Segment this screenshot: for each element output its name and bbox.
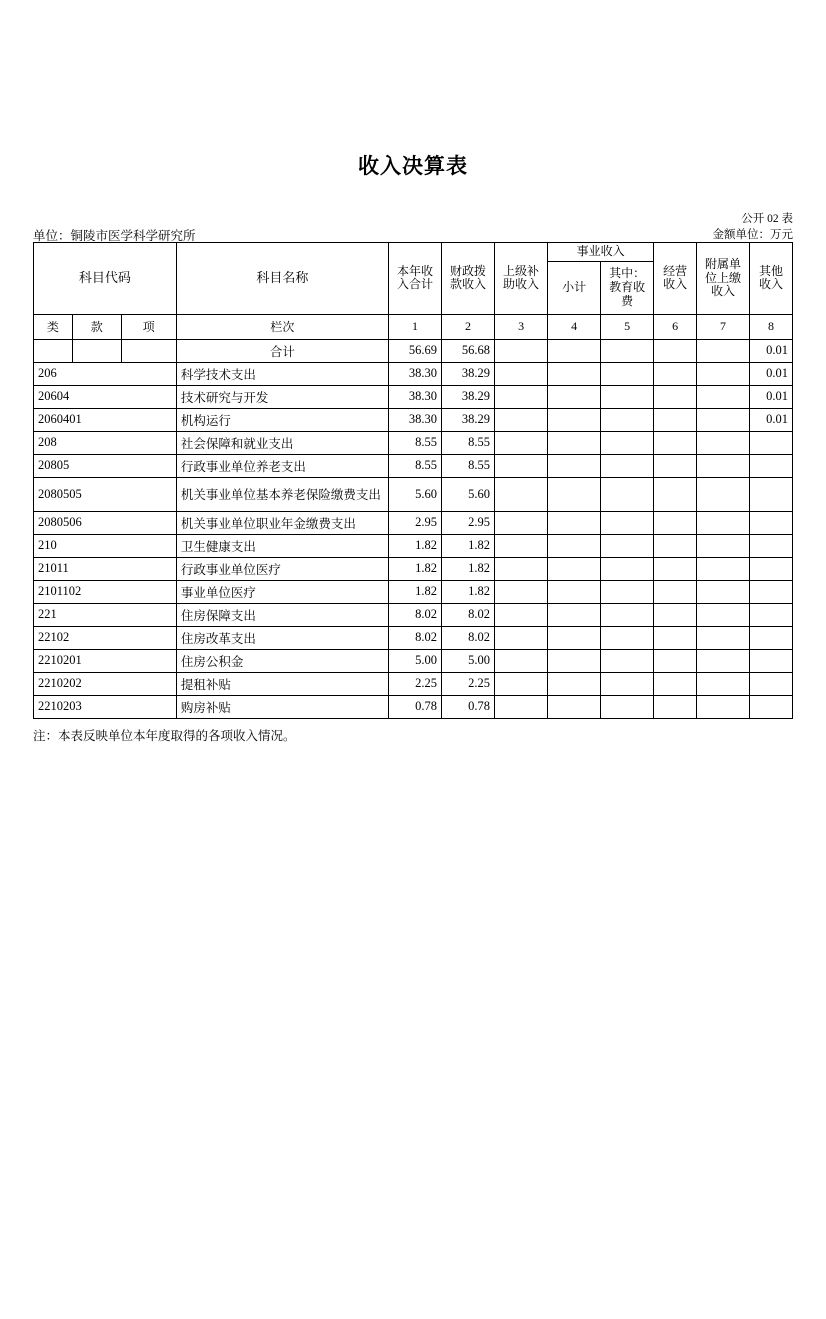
cell-col-2: 2.95 <box>442 511 495 534</box>
cell-col-5 <box>601 431 654 454</box>
cell-col-5 <box>601 511 654 534</box>
cell-col-7 <box>697 408 750 431</box>
table-header-row-3 <box>34 314 793 339</box>
cell-col-2: 2.25 <box>442 672 495 695</box>
header-business-income: 事业收入 <box>548 243 654 262</box>
cell-col-3 <box>495 431 548 454</box>
cell-col-4 <box>548 557 601 580</box>
cell-col-8 <box>750 534 793 557</box>
cell-subject-code: 2210203 <box>34 695 177 718</box>
header-fiscal-appropriation: 财政拨款收入 <box>442 243 495 315</box>
cell-col-2: 5.60 <box>442 477 495 511</box>
cell-col-3 <box>495 672 548 695</box>
cell-col-1: 56.69 <box>388 339 441 362</box>
cell-col-4 <box>548 454 601 477</box>
column-number-2: 2 <box>442 314 495 339</box>
cell-col-1: 8.02 <box>388 603 441 626</box>
cell-col-6 <box>654 511 697 534</box>
cell-subject-name: 提租补贴 <box>176 672 388 695</box>
page <box>0 150 826 1319</box>
cell-col-2: 8.02 <box>442 626 495 649</box>
income-final-accounts-table <box>33 242 793 719</box>
cell-col-7 <box>697 454 750 477</box>
cell-col-2: 38.29 <box>442 408 495 431</box>
cell-col-8: 0.01 <box>750 362 793 385</box>
cell-col-7 <box>697 339 750 362</box>
cell-col-7 <box>697 385 750 408</box>
cell-col-7 <box>697 672 750 695</box>
cell-subject-name: 卫生健康支出 <box>176 534 388 557</box>
table-row <box>34 672 793 695</box>
cell-col-4 <box>548 339 601 362</box>
cell-col-7 <box>697 557 750 580</box>
cell-col-1: 38.30 <box>388 362 441 385</box>
cell-col-3 <box>495 362 548 385</box>
header-business-subtotal: 小计 <box>548 261 601 314</box>
cell-col-4 <box>548 477 601 511</box>
cell-col-6 <box>654 672 697 695</box>
cell-col-6 <box>654 477 697 511</box>
cell-col-8 <box>750 557 793 580</box>
cell-col-5 <box>601 626 654 649</box>
cell-col-7 <box>697 477 750 511</box>
cell-col-1: 2.95 <box>388 511 441 534</box>
cell-col-4 <box>548 580 601 603</box>
cell-col-5 <box>601 603 654 626</box>
header-class: 类 <box>34 314 73 339</box>
cell-col-1: 2.25 <box>388 672 441 695</box>
cell-subject-name: 机构运行 <box>176 408 388 431</box>
cell-col-7 <box>697 603 750 626</box>
cell-col-8 <box>750 477 793 511</box>
cell-subject-code: 20604 <box>34 385 177 408</box>
cell-subject-name: 住房改革支出 <box>176 626 388 649</box>
cell-col-5 <box>601 557 654 580</box>
cell-col-4 <box>548 534 601 557</box>
cell-col-4 <box>548 695 601 718</box>
cell-col-2: 8.55 <box>442 454 495 477</box>
form-number-row <box>33 210 793 226</box>
cell-col-3 <box>495 603 548 626</box>
cell-subject-name: 合计 <box>176 339 388 362</box>
cell-col-5 <box>601 649 654 672</box>
footer-note: 注：本表反映单位本年度取得的各项收入情况。 <box>33 728 296 743</box>
unit-row <box>33 226 793 242</box>
table-row <box>34 454 793 477</box>
cell-col-1: 8.55 <box>388 454 441 477</box>
cell-col-6 <box>654 580 697 603</box>
column-number-7: 7 <box>697 314 750 339</box>
cell-subject-code: 20805 <box>34 454 177 477</box>
cell-col-6 <box>654 603 697 626</box>
cell-col-4 <box>548 362 601 385</box>
cell-col-3 <box>495 649 548 672</box>
cell-col-6 <box>654 362 697 385</box>
cell-col-1: 1.82 <box>388 580 441 603</box>
cell-col-4 <box>548 603 601 626</box>
table-row <box>34 534 793 557</box>
cell-col-8 <box>750 431 793 454</box>
table-row <box>34 385 793 408</box>
cell-col-4 <box>548 511 601 534</box>
cell-subject-code: 2210202 <box>34 672 177 695</box>
cell-col-5 <box>601 385 654 408</box>
cell-col-2: 1.82 <box>442 557 495 580</box>
column-number-1: 1 <box>388 314 441 339</box>
cell-col-3 <box>495 477 548 511</box>
cell-subject-name: 技术研究与开发 <box>176 385 388 408</box>
cell-subject-name: 住房保障支出 <box>176 603 388 626</box>
unit-label: 单位：铜陵市医学科学研究所 <box>33 229 196 243</box>
table-row <box>34 408 793 431</box>
cell-col-1: 5.60 <box>388 477 441 511</box>
cell-col-2: 38.29 <box>442 362 495 385</box>
cell-col-5 <box>601 408 654 431</box>
table-row <box>34 362 793 385</box>
cell-subject-code: 2210201 <box>34 649 177 672</box>
cell-col-5 <box>601 454 654 477</box>
cell-col-4 <box>548 626 601 649</box>
cell-col-6 <box>654 695 697 718</box>
cell-col-3 <box>495 511 548 534</box>
cell-class <box>34 339 73 362</box>
cell-col-6 <box>654 408 697 431</box>
page-title: 收入决算表 <box>358 155 468 178</box>
cell-col-2: 0.78 <box>442 695 495 718</box>
cell-col-4 <box>548 649 601 672</box>
header-subject-name: 科目名称 <box>176 243 388 315</box>
table-body <box>34 339 793 718</box>
cell-subject-name: 事业单位医疗 <box>176 580 388 603</box>
column-number-4: 4 <box>548 314 601 339</box>
column-number-6: 6 <box>654 314 697 339</box>
cell-col-8 <box>750 454 793 477</box>
cell-col-2: 1.82 <box>442 534 495 557</box>
cell-col-7 <box>697 534 750 557</box>
cell-subject-code: 2101102 <box>34 580 177 603</box>
cell-subject-name: 行政事业单位养老支出 <box>176 454 388 477</box>
cell-subject-name: 行政事业单位医疗 <box>176 557 388 580</box>
cell-subject-code: 208 <box>34 431 177 454</box>
header-operating-income: 经营收入 <box>654 243 697 315</box>
header-column-label: 栏次 <box>176 314 388 339</box>
cell-subject-name: 机关事业单位基本养老保险缴费支出 <box>176 477 388 511</box>
cell-col-2: 8.02 <box>442 603 495 626</box>
cell-col-7 <box>697 431 750 454</box>
cell-col-7 <box>697 626 750 649</box>
cell-col-7 <box>697 695 750 718</box>
header-affiliated-unit-income: 附属单位上缴收入 <box>697 243 750 315</box>
cell-col-2: 8.55 <box>442 431 495 454</box>
cell-section <box>72 339 121 362</box>
cell-subject-code: 22102 <box>34 626 177 649</box>
header-item: 项 <box>121 314 176 339</box>
cell-col-2: 1.82 <box>442 580 495 603</box>
cell-subject-code: 21011 <box>34 557 177 580</box>
cell-subject-code: 2060401 <box>34 408 177 431</box>
cell-col-6 <box>654 626 697 649</box>
cell-col-6 <box>654 431 697 454</box>
header-subject-code: 科目代码 <box>34 243 177 315</box>
cell-col-2: 38.29 <box>442 385 495 408</box>
column-number-8: 8 <box>750 314 793 339</box>
cell-subject-name: 住房公积金 <box>176 649 388 672</box>
cell-col-6 <box>654 534 697 557</box>
cell-subject-code: 221 <box>34 603 177 626</box>
header-total-income: 本年收入合计 <box>388 243 441 315</box>
cell-col-1: 1.82 <box>388 557 441 580</box>
cell-subject-name: 科学技术支出 <box>176 362 388 385</box>
table-row <box>34 626 793 649</box>
cell-col-7 <box>697 362 750 385</box>
cell-subject-code: 206 <box>34 362 177 385</box>
cell-col-5 <box>601 695 654 718</box>
cell-col-3 <box>495 385 548 408</box>
cell-col-7 <box>697 649 750 672</box>
cell-col-7 <box>697 580 750 603</box>
cell-col-2: 5.00 <box>442 649 495 672</box>
cell-col-6 <box>654 557 697 580</box>
cell-col-3 <box>495 557 548 580</box>
cell-col-5 <box>601 672 654 695</box>
cell-col-8 <box>750 603 793 626</box>
header-business-education-fee: 其中：教育收费 <box>601 261 654 314</box>
cell-col-8 <box>750 672 793 695</box>
header-other-income: 其他收入 <box>750 243 793 315</box>
cell-col-8 <box>750 626 793 649</box>
cell-col-6 <box>654 385 697 408</box>
cell-col-6 <box>654 454 697 477</box>
cell-col-8: 0.01 <box>750 408 793 431</box>
cell-subject-code: 2080506 <box>34 511 177 534</box>
cell-col-3 <box>495 580 548 603</box>
cell-subject-name: 购房补贴 <box>176 695 388 718</box>
form-number: 公开 02 表 <box>741 213 793 225</box>
table-row <box>34 649 793 672</box>
cell-col-8 <box>750 580 793 603</box>
cell-col-1: 8.55 <box>388 431 441 454</box>
table-row <box>34 557 793 580</box>
cell-col-4 <box>548 431 601 454</box>
cell-item <box>121 339 176 362</box>
cell-col-5 <box>601 362 654 385</box>
cell-subject-name: 机关事业单位职业年金缴费支出 <box>176 511 388 534</box>
cell-subject-name: 社会保障和就业支出 <box>176 431 388 454</box>
cell-col-4 <box>548 408 601 431</box>
cell-col-8 <box>750 511 793 534</box>
cell-col-1: 38.30 <box>388 385 441 408</box>
cell-col-1: 0.78 <box>388 695 441 718</box>
cell-col-1: 1.82 <box>388 534 441 557</box>
cell-col-1: 8.02 <box>388 626 441 649</box>
cell-col-1: 38.30 <box>388 408 441 431</box>
cell-col-4 <box>548 672 601 695</box>
table-row <box>34 339 793 362</box>
cell-col-5 <box>601 534 654 557</box>
cell-col-3 <box>495 454 548 477</box>
cell-col-3 <box>495 339 548 362</box>
cell-col-1: 5.00 <box>388 649 441 672</box>
table-header-row-1 <box>34 243 793 262</box>
column-number-5: 5 <box>601 314 654 339</box>
table-row <box>34 477 793 511</box>
cell-col-5 <box>601 477 654 511</box>
table-row <box>34 511 793 534</box>
table-row <box>34 580 793 603</box>
cell-col-5 <box>601 580 654 603</box>
column-number-3: 3 <box>495 314 548 339</box>
cell-subject-code: 2080505 <box>34 477 177 511</box>
cell-col-2: 56.68 <box>442 339 495 362</box>
header-section: 款 <box>72 314 121 339</box>
table-row <box>34 695 793 718</box>
cell-col-8 <box>750 695 793 718</box>
cell-subject-code: 210 <box>34 534 177 557</box>
amount-unit-label: 金额单位：万元 <box>712 229 793 241</box>
cell-col-8 <box>750 649 793 672</box>
cell-col-6 <box>654 339 697 362</box>
cell-col-3 <box>495 534 548 557</box>
table-row <box>34 603 793 626</box>
cell-col-3 <box>495 408 548 431</box>
cell-col-5 <box>601 339 654 362</box>
cell-col-6 <box>654 649 697 672</box>
cell-col-3 <box>495 626 548 649</box>
cell-col-3 <box>495 695 548 718</box>
header-superior-subsidy: 上级补助收入 <box>495 243 548 315</box>
table-row <box>34 431 793 454</box>
cell-col-8: 0.01 <box>750 339 793 362</box>
cell-col-7 <box>697 511 750 534</box>
cell-col-4 <box>548 385 601 408</box>
cell-col-8: 0.01 <box>750 385 793 408</box>
